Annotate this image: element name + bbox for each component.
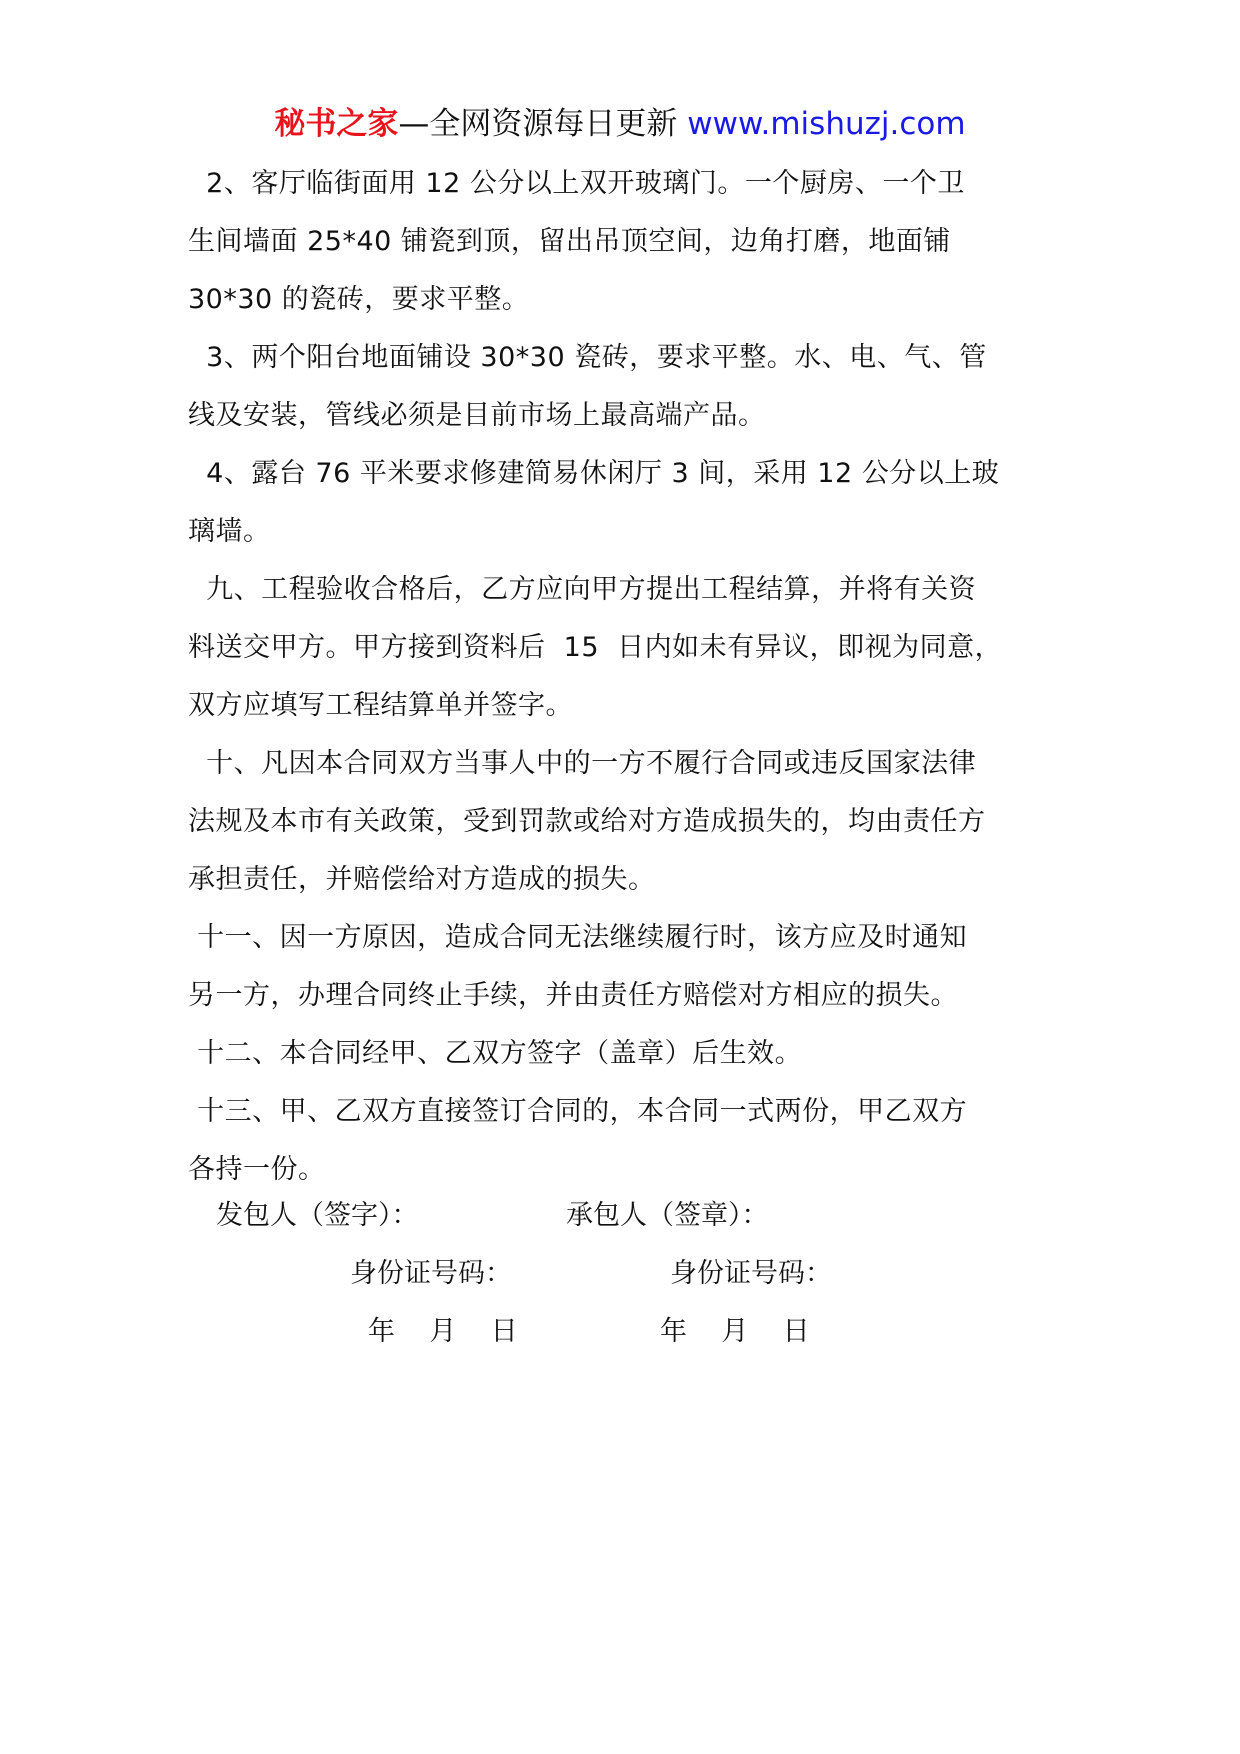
paragraph-line: 承担责任，并赔偿给对方造成的损失。 — [188, 864, 656, 895]
paragraph-line: 4、露台 76 平米要求修建简易休闲厅 3 间，采用 12 公分以上玻 — [188, 458, 1000, 489]
paragraph-line: 2、客厅临街面用 12 公分以上双开玻璃门。一个厨房、一个卫 — [188, 168, 965, 199]
paragraph-line: 30*30 的瓷砖，要求平整。 — [188, 284, 530, 315]
paragraph-line: 十、凡因本合同双方当事人中的一方不履行合同或违反国家法律 — [188, 748, 977, 779]
paragraph-line: 料送交甲方。甲方接到资料后 15 日内如未有异议，即视为同意， — [188, 632, 1003, 663]
paragraph-line: 线及安装，管线必须是目前市场上最高端产品。 — [188, 400, 766, 431]
employer-signature-label: 发包人（签字）： — [216, 1200, 419, 1231]
employer-date-label: 年 月 日 — [368, 1316, 518, 1347]
paragraph-line: 十二、本合同经甲、乙双方签字（盖章）后生效。 — [188, 1038, 803, 1069]
contractor-signature-label: 承包人（签章）： — [566, 1200, 769, 1231]
paragraph-line: 十三、甲、乙双方直接签订合同的，本合同一式两份，甲乙双方 — [188, 1096, 968, 1127]
employer-id-label: 身份证号码： — [350, 1258, 512, 1289]
brand-name: 秘书之家 — [274, 106, 399, 142]
paragraph-line: 3、两个阳台地面铺设 30*30 瓷砖，要求平整。水、电、气、管 — [188, 342, 987, 373]
site-url-link[interactable]: www.mishuzj.com — [687, 106, 966, 142]
paragraph-line: 法规及本市有关政策，受到罚款或给对方造成损失的，均由责任方 — [188, 806, 986, 837]
paragraph-line: 九、工程验收合格后，乙方应向甲方提出工程结算，并将有关资 — [188, 574, 977, 605]
site-header — [0, 100, 1240, 148]
contractor-id-label: 身份证号码： — [670, 1258, 832, 1289]
paragraph-line: 璃墙。 — [188, 516, 271, 547]
contractor-date-label: 年 月 日 — [660, 1316, 810, 1347]
paragraph-line: 双方应填写工程结算单并签字。 — [188, 690, 573, 721]
paragraph-line: 各持一份。 — [188, 1154, 326, 1185]
header-tagline: —全网资源每日更新 — [398, 106, 688, 142]
paragraph-line: 十一、因一方原因，造成合同无法继续履行时，该方应及时通知 — [188, 922, 968, 953]
paragraph-line: 另一方，办理合同终止手续，并由责任方赔偿对方相应的损失。 — [188, 980, 958, 1011]
paragraph-line: 生间墙面 25*40 铺瓷到顶，留出吊顶空间，边角打磨，地面铺 — [188, 226, 951, 257]
